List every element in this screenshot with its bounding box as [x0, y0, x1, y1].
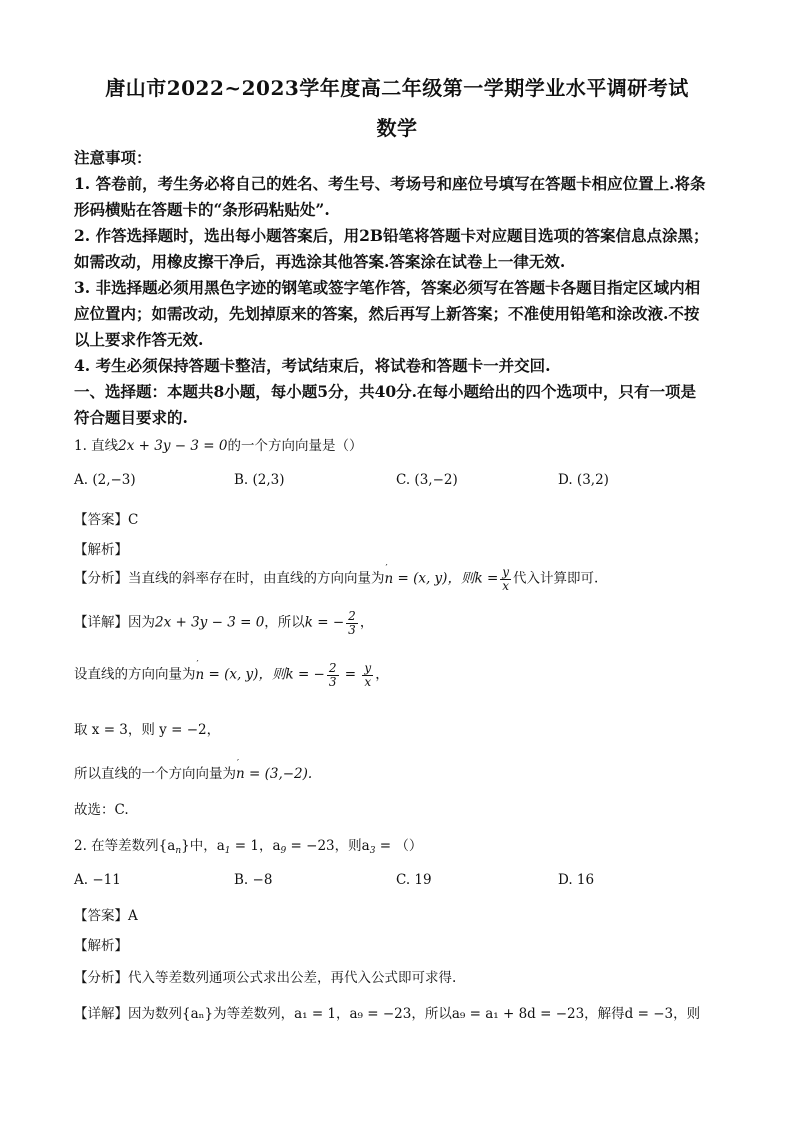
exam-subject: 数学 — [376, 116, 418, 140]
q1-xiangjie: 【详解】因为2x + 3y − 3 = 0，所以k = − $\frac{2}{3}$ ， — [74, 609, 374, 637]
q1-equation: 2x + 3y − 3 = 0 — [118, 438, 228, 454]
notes-heading: 注意事项： — [74, 148, 152, 167]
exam-title: 唐山市2022~2023学年度高二年级第一学期学业水平调研考试 — [105, 76, 689, 100]
note-2b: 如需改动，用橡皮擦干净后，再选涂其他答案.答案涂在试卷上一律无效. — [74, 252, 566, 271]
q1-conclusion: 所以直线的一个方向向量为′ n = (3,−2). — [74, 762, 312, 782]
section-heading-a: 一、选择题：本题共8小题，每小题5分，共40分.在每小题给出的四个选项中，只有一项是 — [74, 382, 697, 401]
q1-option-b: B. (2,3) — [234, 472, 285, 488]
q2-analysis-tag: 【解析】 — [74, 938, 128, 954]
note-3c: 以上要求作答无效. — [74, 330, 204, 349]
note-1b: 形码横贴在答题卡的“条形码粘贴处”. — [74, 200, 330, 219]
note-3b: 应位置内；如需改动，先划掉原来的答案，然后再写上新答案；不准使用铅笔和涂改液.不按 — [74, 304, 700, 323]
question-2-stem: 2. 在等差数列$\{a_n\}$中，$a_1 = 1$，$a_9 = -23$，则$a_3$ = （） — [74, 838, 423, 856]
q1-take: 取 x = 3，则 y = −2， — [74, 722, 221, 738]
q1-answer: 【答案】C — [74, 512, 139, 528]
q2-option-d: D. 16 — [558, 872, 595, 888]
q2-xiangjie: 【详解】因为数列{aₙ}为等差数列，a₁ = 1，a₉ = −23，所以a₉ = a₁ + 8d = −23，解得d = −3，则 — [74, 1006, 701, 1022]
q2-fenxi: 【分析】代入等差数列通项公式求出公差，再代入公式即可求得. — [74, 970, 457, 986]
note-2a: 2. 作答选择题时，选出每小题答案后，用2B铅笔将答题卡对应题目选项的答案信息点涂黑； — [74, 226, 709, 245]
q1-option-a: A. (2,−3) — [74, 472, 136, 488]
section-heading-b: 符合题目要求的. — [74, 408, 188, 427]
q1-option-d: D. (3,2) — [558, 472, 609, 488]
q1-set-vector: 设直线的方向向量为′ n = (x, y)，则k = − $\frac{2}{3}$ = $\frac{y}{x}$ ， — [74, 662, 389, 688]
note-4: 4. 考生必须保持答题卡整洁，考试结束后，将试卷和答题卡一并交回. — [74, 356, 551, 375]
q2-option-c: C. 19 — [396, 872, 432, 888]
q1-fenxi: 【分析】当直线的斜率存在时，由直线的方向向量为′ n = (x, y)，则k = $\frac{y}{x}$ 代入计算即可. — [74, 566, 598, 592]
q2-answer: 【答案】A — [74, 908, 138, 924]
question-1-stem: 1. 直线2x + 3y − 3 = 0的一个方向向量是（） — [74, 438, 363, 454]
q1-option-c: C. (3,−2) — [396, 472, 458, 488]
q1-analysis-tag: 【解析】 — [74, 542, 128, 558]
note-1a: 1. 答卷前，考生务必将自己的姓名、考生号、考场号和座位号填写在答题卡相应位置上.将条 — [74, 174, 706, 193]
q1-choose: 故选：C. — [74, 802, 129, 818]
q2-option-a: A. −11 — [74, 872, 121, 888]
note-3a: 3. 非选择题必须用黑色字迹的钢笔或签字笔作答，答案必须写在答题卡各题目指定区域内相 — [74, 278, 701, 297]
q2-option-b: B. −8 — [234, 872, 273, 888]
